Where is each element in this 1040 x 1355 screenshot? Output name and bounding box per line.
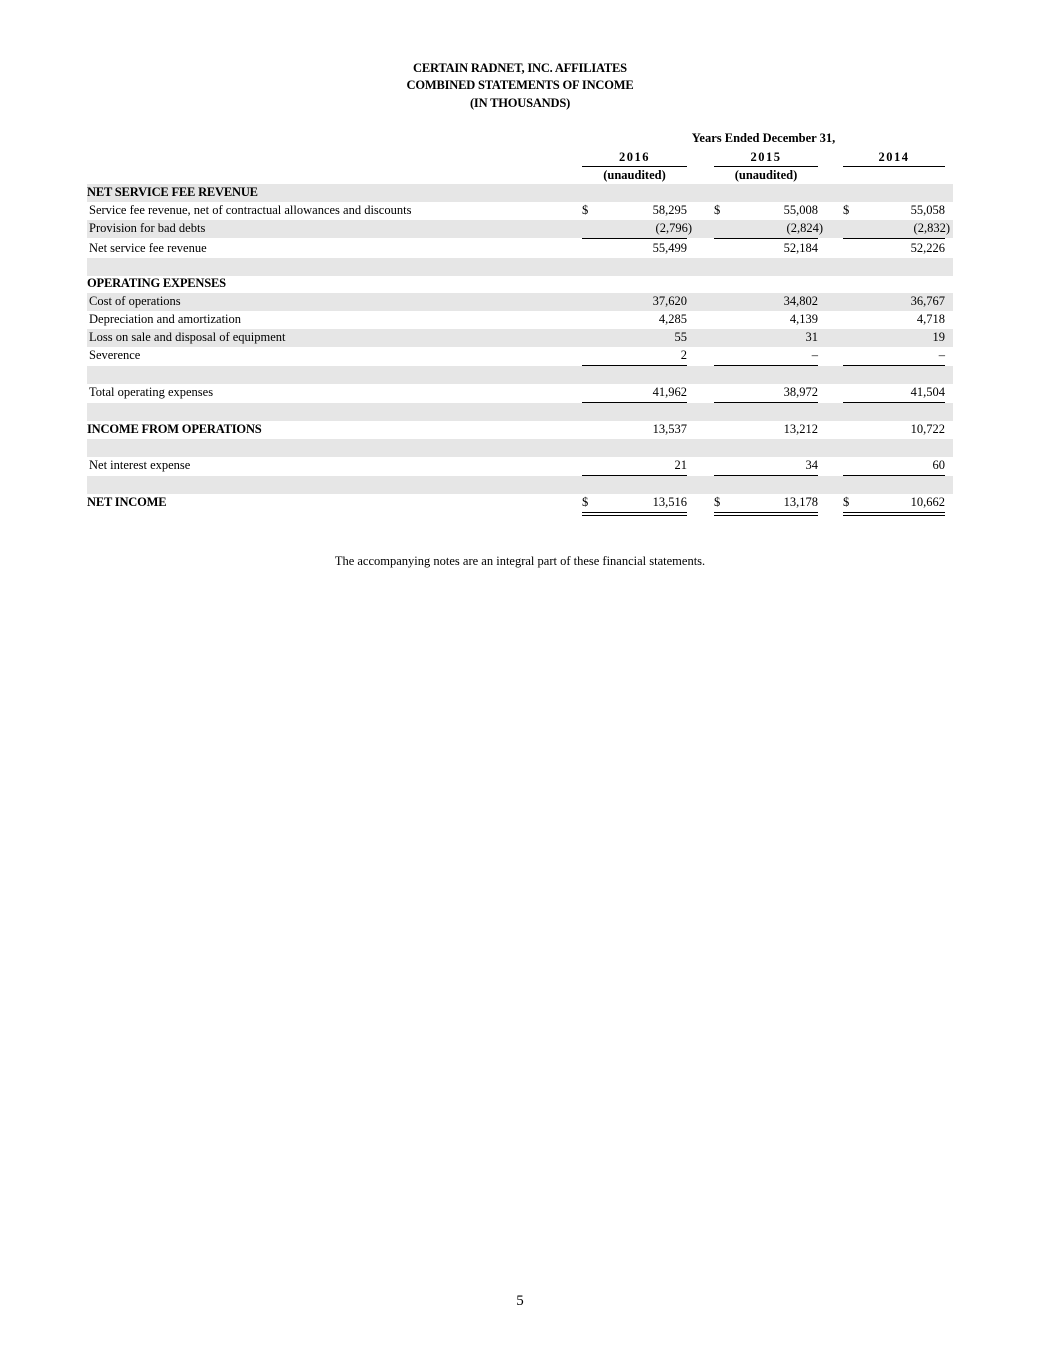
value-2016: 4,285 xyxy=(658,312,687,326)
double-underline-rule xyxy=(843,512,945,516)
value-2015: 52,184 xyxy=(783,241,818,255)
subtotal-rule xyxy=(843,238,945,239)
currency-symbol: $ xyxy=(843,495,850,509)
currency-symbol: $ xyxy=(714,203,721,217)
spacer-row xyxy=(87,403,953,421)
value-2015: 34,802 xyxy=(783,294,818,308)
subtotal-rule xyxy=(714,238,818,239)
currency-symbol: $ xyxy=(714,495,721,509)
currency-symbol: $ xyxy=(843,203,850,217)
value-2015: 13,212 xyxy=(783,422,818,436)
value-2016: 58,295 xyxy=(652,203,687,217)
value-2015: 34 xyxy=(805,458,818,472)
value-2016: 41,962 xyxy=(652,385,687,399)
row-label: Loss on sale and disposal of equipment xyxy=(89,330,286,344)
value-2016: 13,537 xyxy=(652,422,687,436)
table-row-cost-of-operations xyxy=(87,293,953,311)
table-row-net-interest xyxy=(87,457,953,475)
value-2016: 55 xyxy=(674,330,687,344)
section-heading-label: OPERATING EXPENSES xyxy=(87,276,226,290)
value-2015: 13,178 xyxy=(783,495,818,509)
row-label: Total operating expenses xyxy=(89,385,214,399)
value-2016: 37,620 xyxy=(652,294,687,308)
statement-footnote: The accompanying notes are an integral part of these financial statements. xyxy=(334,554,706,568)
section-heading-revenue xyxy=(87,184,953,202)
value-2014: 19 xyxy=(932,330,945,344)
table-row-bad-debts xyxy=(87,220,953,238)
column-year-2014: 2014 xyxy=(843,150,945,167)
value-2014: 60 xyxy=(932,458,945,472)
table-row-net-service-fee xyxy=(87,240,953,258)
row-label: Net interest expense xyxy=(89,458,191,472)
row-label: Service fee revenue, net of contractual allowances and discounts xyxy=(89,203,412,217)
subtotal-rule xyxy=(582,238,687,239)
value-2015: 4,139 xyxy=(789,312,818,326)
value-2015: 55,008 xyxy=(783,203,818,217)
value-2014: (2,832) xyxy=(913,221,950,235)
row-label: INCOME FROM OPERATIONS xyxy=(87,422,262,436)
table-row-depreciation xyxy=(87,311,953,329)
section-heading-label: NET SERVICE FEE REVENUE xyxy=(87,185,258,199)
table-row-service-fee xyxy=(87,202,953,220)
currency-symbol: $ xyxy=(582,203,589,217)
value-2016: 55,499 xyxy=(652,241,687,255)
value-2014: 36,767 xyxy=(910,294,945,308)
column-note-2016: (unaudited) xyxy=(603,168,666,182)
table-row-loss-on-sale xyxy=(87,329,953,347)
statement-entity-title: CERTAIN RADNET, INC. AFFILIATES xyxy=(413,61,627,75)
column-note-2015: (unaudited) xyxy=(734,168,798,182)
double-underline-rule xyxy=(714,512,818,516)
table-row-severence xyxy=(87,347,953,365)
row-label: Provision for bad debts xyxy=(89,221,206,235)
spacer-row xyxy=(87,366,953,384)
row-label: Severence xyxy=(89,348,141,362)
table-row-total-opex xyxy=(87,384,953,402)
spacer-row xyxy=(87,258,953,276)
spacer-row xyxy=(87,439,953,457)
value-2016: 2 xyxy=(680,348,687,362)
statement-units: (IN THOUSANDS) xyxy=(469,96,571,110)
statement-title: COMBINED STATEMENTS OF INCOME xyxy=(406,78,634,92)
row-label: Depreciation and amortization xyxy=(89,312,242,326)
currency-symbol: $ xyxy=(582,495,589,509)
value-2014: 10,722 xyxy=(910,422,945,436)
value-2016: 21 xyxy=(674,458,687,472)
double-underline-rule xyxy=(582,512,687,516)
value-2015: 31 xyxy=(805,330,818,344)
years-span-label: Years Ended December 31, xyxy=(691,131,836,145)
value-2014: 55,058 xyxy=(910,203,945,217)
value-2014: 10,662 xyxy=(910,495,945,509)
table-row-net-income xyxy=(87,494,953,512)
column-year-2016: 2016 xyxy=(582,150,687,167)
section-heading-opex xyxy=(87,275,953,293)
value-2014: 52,226 xyxy=(910,241,945,255)
value-2014: 41,504 xyxy=(910,385,945,399)
spacer-row xyxy=(87,476,953,494)
value-2016: 13,516 xyxy=(652,495,687,509)
row-label: Cost of operations xyxy=(89,294,181,308)
value-2016: (2,796) xyxy=(655,221,692,235)
table-row-income-from-operations xyxy=(87,421,953,439)
value-2015: 38,972 xyxy=(783,385,818,399)
value-2014: – xyxy=(938,348,945,362)
column-year-2015: 2015 xyxy=(714,150,818,167)
row-label: NET INCOME xyxy=(87,495,167,509)
row-label: Net service fee revenue xyxy=(89,241,207,255)
value-2014: 4,718 xyxy=(916,312,945,326)
value-2015: (2,824) xyxy=(786,221,823,235)
value-2015: – xyxy=(811,348,818,362)
page-number: 5 xyxy=(516,1293,524,1309)
